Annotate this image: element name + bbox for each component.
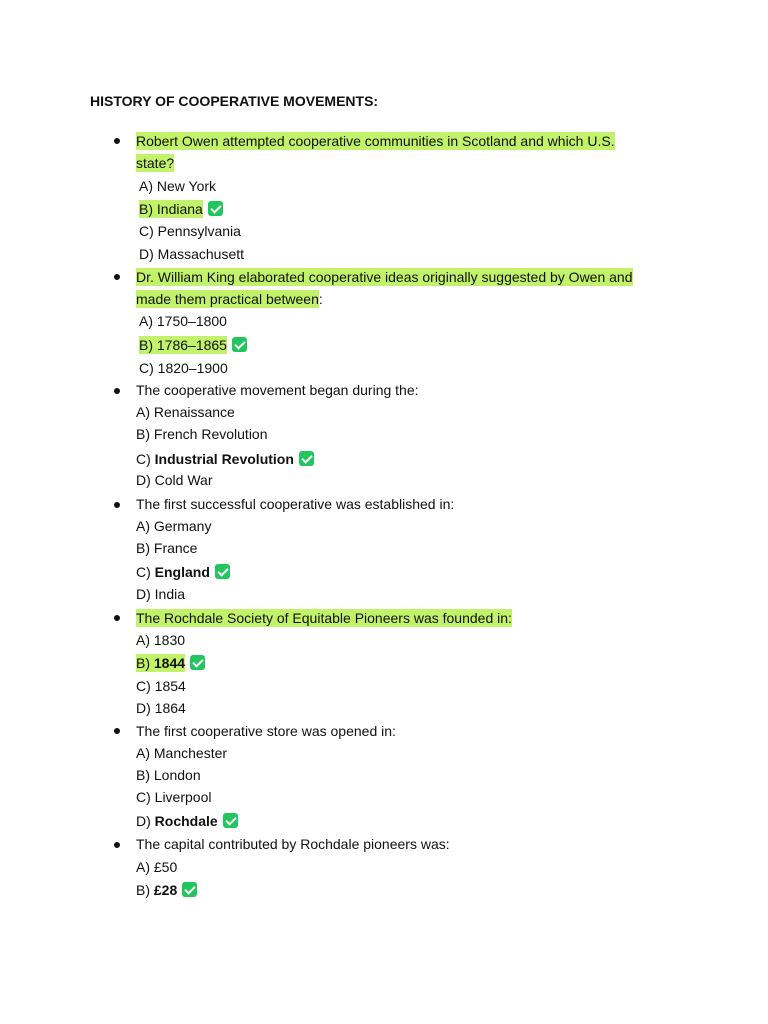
bullet-icon xyxy=(114,842,120,848)
question-6-option-b: B) London xyxy=(136,767,201,783)
question-3-option-c: C) Industrial Revolution xyxy=(136,449,314,469)
question-1-line-2: state? xyxy=(136,155,175,171)
question-7-option-a: A) £50 xyxy=(136,859,178,875)
check-mark-icon xyxy=(182,882,197,897)
question-2-option-c: C) 1820–1900 xyxy=(139,360,228,376)
document-title: HISTORY OF COOPERATIVE MOVEMENTS: xyxy=(90,93,379,109)
bullet-icon xyxy=(114,615,120,621)
question-5-text: The Rochdale Society of Equitable Pioneers was founded in: xyxy=(136,610,512,626)
bullet-icon xyxy=(114,138,120,144)
bullet-icon xyxy=(114,388,120,394)
check-mark-icon xyxy=(232,337,247,352)
question-1-line-1: Robert Owen attempted cooperative communities in Scotland and which U.S. xyxy=(136,133,615,149)
question-3-option-a: A) Renaissance xyxy=(136,404,235,420)
bullet-icon xyxy=(114,728,120,734)
question-5-option-d: D) 1864 xyxy=(136,700,186,716)
question-5-option-c: C) 1854 xyxy=(136,678,186,694)
question-1-option-a: A) New York xyxy=(139,178,217,194)
question-7-text: The capital contributed by Rochdale pioneers was: xyxy=(136,836,450,852)
question-5-option-a: A) 1830 xyxy=(136,632,186,648)
check-mark-icon xyxy=(208,201,223,216)
question-1-option-d: D) Massachusett xyxy=(139,246,245,262)
question-2-option-a: A) 1750–1800 xyxy=(139,313,227,329)
question-4-option-d: D) India xyxy=(136,586,186,602)
question-6-option-c: C) Liverpool xyxy=(136,789,212,805)
question-6-text: The first cooperative store was opened in: xyxy=(136,723,396,739)
question-1-option-c: C) Pennsylvania xyxy=(139,223,241,239)
question-6-option-a: A) Manchester xyxy=(136,745,228,761)
question-2-option-b: B) 1786–1865 xyxy=(139,335,247,355)
bullet-icon xyxy=(114,274,120,280)
check-mark-icon xyxy=(215,564,230,579)
bullet-icon xyxy=(114,502,120,508)
question-2-line-2: made them practical between: xyxy=(136,291,323,307)
question-4-option-c: C) England xyxy=(136,562,230,582)
question-6-option-d: D) Rochdale xyxy=(136,811,238,831)
check-mark-icon xyxy=(190,655,205,670)
question-4-option-b: B) France xyxy=(136,540,198,556)
question-7-option-b: B) £28 xyxy=(136,880,197,900)
check-mark-icon xyxy=(223,813,238,828)
check-mark-icon xyxy=(299,451,314,466)
question-4-text: The first successful cooperative was established in: xyxy=(136,496,455,512)
question-3-text: The cooperative movement began during the: xyxy=(136,382,419,398)
question-3-option-d: D) Cold War xyxy=(136,472,213,488)
question-4-option-a: A) Germany xyxy=(136,518,212,534)
question-5-option-b: B) 1844 xyxy=(136,653,205,673)
question-1-option-b: B) Indiana xyxy=(139,199,223,219)
question-2-line-1: Dr. William King elaborated cooperative ideas originally suggested by Owen and xyxy=(136,269,633,285)
question-3-option-b: B) French Revolution xyxy=(136,426,268,442)
